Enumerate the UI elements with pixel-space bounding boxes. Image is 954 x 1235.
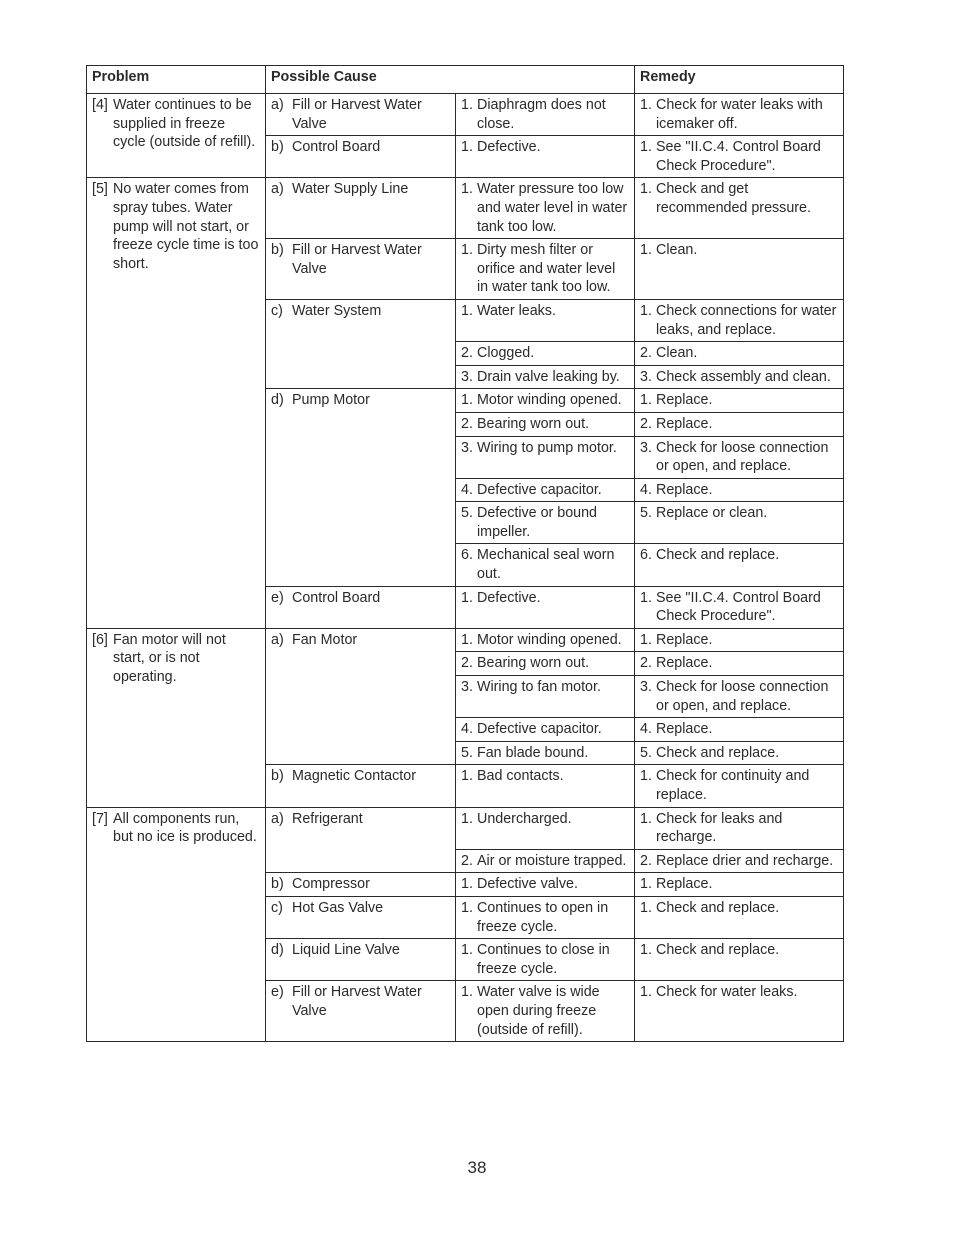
detail-text: Wiring to fan motor.: [477, 679, 601, 696]
detail-text: Defective or bound impeller.: [477, 505, 598, 540]
remedy-text: Clean.: [656, 242, 698, 259]
remedy-number: 1.: [640, 302, 652, 319]
remedy-number: 1.: [640, 942, 652, 959]
remedy: [640, 241, 838, 260]
detail-cell: [456, 741, 635, 765]
remedy-text: Replace or clean.: [656, 505, 768, 522]
remedy: [640, 180, 838, 217]
table-body: [87, 94, 844, 1042]
remedy: [640, 415, 838, 434]
cause-cell: [266, 299, 456, 388]
detail: [461, 767, 629, 786]
problem: [92, 631, 260, 687]
detail-number: 1.: [461, 768, 473, 785]
detail-number: 6.: [461, 547, 473, 564]
detail-text: Bad contacts.: [477, 768, 564, 785]
remedy-number: 1.: [640, 139, 652, 156]
detail: [461, 654, 629, 673]
header-problem: Problem: [87, 66, 266, 94]
remedy-number: 1.: [640, 589, 652, 606]
detail: [461, 744, 629, 763]
detail-number: 2.: [461, 345, 473, 362]
cause-number: c): [271, 302, 283, 319]
cause: [271, 875, 450, 894]
cause: [271, 138, 450, 157]
remedy-cell: [635, 873, 844, 897]
remedy-number: 1.: [640, 768, 652, 785]
cause-number: d): [271, 942, 284, 959]
cause-number: e): [271, 984, 284, 1001]
remedy-cell: [635, 389, 844, 413]
header-remedy: Remedy: [635, 66, 844, 94]
remedy-number: 6.: [640, 547, 652, 564]
detail-text: Continues to close in freeze cycle.: [477, 942, 610, 977]
detail-number: 2.: [461, 655, 473, 672]
detail: [461, 344, 629, 363]
detail-text: Defective capacitor.: [477, 721, 602, 738]
remedy: [640, 720, 838, 739]
remedy-cell: [635, 981, 844, 1042]
remedy-number: 1.: [640, 899, 652, 916]
cause: [271, 810, 450, 829]
remedy-cell: [635, 412, 844, 436]
cause-number: d): [271, 392, 284, 409]
remedy-cell: [635, 849, 844, 873]
remedy-number: 1.: [640, 181, 652, 198]
cause-text: Pump Motor: [292, 392, 370, 409]
detail-number: 1.: [461, 631, 473, 648]
page-number: 38: [467, 1158, 487, 1177]
remedy-cell: [635, 299, 844, 341]
detail-number: 5.: [461, 744, 473, 761]
problem-number: [6]: [92, 631, 108, 648]
cause: [271, 302, 450, 321]
detail: [461, 810, 629, 829]
remedy-number: 5.: [640, 505, 652, 522]
detail: [461, 941, 629, 978]
problem-number: [4]: [92, 97, 108, 113]
cause-text: Water System: [292, 302, 382, 319]
cause-number: b): [271, 139, 284, 156]
header-cause-blank: [456, 66, 635, 94]
detail: [461, 96, 629, 133]
remedy-text: Replace.: [656, 481, 713, 498]
detail-number: 1.: [461, 392, 473, 409]
detail-text: Air or moisture trapped.: [477, 852, 627, 869]
detail-cell: [456, 478, 635, 502]
detail-cell: [456, 365, 635, 389]
remedy-cell: [635, 478, 844, 502]
remedy-cell: [635, 502, 844, 544]
detail-cell: [456, 873, 635, 897]
detail: [461, 180, 629, 236]
detail-number: 5.: [461, 505, 473, 522]
remedy-cell: [635, 741, 844, 765]
remedy-text: Replace.: [656, 392, 713, 409]
remedy-number: 3.: [640, 679, 652, 696]
remedy-text: Replace.: [656, 876, 713, 893]
table-header-row: [87, 66, 844, 94]
detail-text: Motor winding opened.: [477, 392, 622, 409]
remedy-text: Check and replace.: [656, 744, 780, 761]
cause-text: Fan Motor: [292, 631, 358, 648]
remedy: [640, 589, 838, 626]
cause-cell: [266, 94, 456, 136]
detail-text: Bearing worn out.: [477, 415, 590, 432]
cause-number: b): [271, 242, 284, 259]
detail-number: 1.: [461, 899, 473, 916]
detail-number: 2.: [461, 852, 473, 869]
problem: [92, 810, 260, 847]
problem-text: Fan motor will not start, or is not operating.: [113, 631, 226, 686]
remedy: [640, 481, 838, 500]
detail-number: 1.: [461, 139, 473, 156]
cause-cell: [266, 586, 456, 628]
remedy-text: Check connections for water leaks, and replace.: [656, 302, 837, 338]
detail-cell: [456, 765, 635, 807]
problem-number: [5]: [92, 181, 108, 198]
remedy: [640, 852, 838, 871]
remedy-number: 5.: [640, 744, 652, 761]
cause: [271, 241, 450, 278]
remedy-text: Replace.: [656, 631, 713, 648]
cause-number: a): [271, 97, 284, 113]
detail: [461, 241, 629, 297]
remedy-number: 1.: [640, 242, 652, 259]
detail: [461, 678, 629, 697]
remedy-number: 1.: [640, 876, 652, 893]
detail-text: Drain valve leaking by.: [477, 368, 620, 385]
remedy: [640, 391, 838, 410]
cause-cell: [266, 939, 456, 981]
table-row: [87, 807, 844, 849]
cause-number: a): [271, 181, 284, 198]
cause: [271, 589, 450, 608]
remedy: [640, 368, 838, 387]
remedy-number: 3.: [640, 368, 652, 385]
cause: [271, 631, 450, 650]
remedy: [640, 631, 838, 650]
cause-text: Magnetic Contactor: [292, 768, 416, 785]
detail-text: Defective.: [477, 139, 541, 156]
cause-cell: [266, 873, 456, 897]
detail-cell: [456, 807, 635, 849]
remedy: [640, 439, 838, 476]
remedy-number: 1.: [640, 392, 652, 409]
remedy-cell: [635, 436, 844, 478]
remedy-text: Replace.: [656, 415, 713, 432]
remedy: [640, 875, 838, 894]
cause: [271, 96, 450, 133]
detail: [461, 481, 629, 500]
detail-number: 2.: [461, 415, 473, 432]
remedy: [640, 96, 838, 133]
remedy-text: Replace.: [656, 721, 713, 738]
cause-text: Water Supply Line: [292, 181, 409, 198]
remedy-number: 1.: [640, 810, 652, 827]
detail-cell: [456, 436, 635, 478]
problem: [92, 180, 260, 273]
remedy-text: Clean.: [656, 345, 698, 362]
detail-number: 1.: [461, 876, 473, 893]
remedy-cell: [635, 544, 844, 586]
detail-cell: [456, 389, 635, 413]
remedy-text: Check for leaks and recharge.: [656, 810, 783, 846]
remedy: [640, 983, 838, 1002]
detail: [461, 391, 629, 410]
detail-text: Wiring to pump motor.: [477, 439, 617, 456]
detail-text: Continues to open in freeze cycle.: [477, 899, 609, 935]
remedy-text: Check for loose connection or open, and replace.: [656, 439, 829, 475]
remedy: [640, 546, 838, 565]
detail: [461, 631, 629, 650]
detail: [461, 589, 629, 608]
detail-cell: [456, 676, 635, 718]
detail-number: 3.: [461, 439, 473, 456]
detail-cell: [456, 939, 635, 981]
detail-text: Water valve is wide open during freeze (outside of refill).: [477, 984, 600, 1038]
remedy-text: Check and get recommended pressure.: [656, 181, 811, 216]
cause-cell: [266, 807, 456, 873]
remedy: [640, 678, 838, 715]
detail-text: Defective.: [477, 589, 541, 606]
table-row: [87, 628, 844, 652]
cause-cell: [266, 389, 456, 586]
remedy: [640, 941, 838, 960]
remedy-cell: [635, 628, 844, 652]
problem-cell: [87, 807, 266, 1042]
remedy: [640, 654, 838, 673]
detail-number: 1.: [461, 181, 473, 198]
detail: [461, 504, 629, 541]
remedy-text: See "II.C.4. Control Board Check Procedure".: [656, 139, 821, 174]
remedy: [640, 138, 838, 175]
cause-cell: [266, 628, 456, 765]
cause-cell: [266, 136, 456, 178]
cause-text: Control Board: [292, 139, 381, 156]
detail-cell: [456, 628, 635, 652]
detail-cell: [456, 342, 635, 366]
remedy: [640, 899, 838, 918]
remedy-text: Check for water leaks with icemaker off.: [656, 97, 823, 132]
cause: [271, 767, 450, 786]
detail: [461, 546, 629, 583]
detail: [461, 368, 629, 387]
detail-cell: [456, 544, 635, 586]
detail-cell: [456, 849, 635, 873]
cause: [271, 180, 450, 199]
remedy: [640, 504, 838, 523]
remedy-cell: [635, 652, 844, 676]
problem-text: All components run, but no ice is produced.: [113, 810, 257, 846]
remedy-text: See "II.C.4. Control Board Check Procedure".: [656, 589, 821, 625]
remedy-cell: [635, 136, 844, 178]
detail-cell: [456, 178, 635, 239]
remedy-cell: [635, 365, 844, 389]
remedy-cell: [635, 342, 844, 366]
detail: [461, 302, 629, 321]
detail-number: 1.: [461, 97, 473, 113]
detail-number: 3.: [461, 368, 473, 385]
table-row: [87, 178, 844, 239]
remedy-text: Replace drier and recharge.: [656, 852, 834, 869]
cause-number: e): [271, 589, 284, 606]
header-possible-cause: Possible Cause: [266, 66, 456, 94]
remedy-cell: [635, 765, 844, 807]
cause-cell: [266, 239, 456, 300]
detail-number: 1.: [461, 589, 473, 606]
cause-number: a): [271, 810, 284, 827]
cause-number: b): [271, 768, 284, 785]
remedy-number: 3.: [640, 439, 652, 456]
detail-cell: [456, 652, 635, 676]
detail-text: Mechanical seal worn out.: [477, 547, 615, 583]
remedy-cell: [635, 939, 844, 981]
detail: [461, 720, 629, 739]
cause: [271, 899, 450, 918]
detail-number: 4.: [461, 721, 473, 738]
remedy-number: 2.: [640, 345, 652, 362]
cause-text: Fill or Harvest Water Valve: [292, 984, 422, 1019]
detail-number: 1.: [461, 984, 473, 1001]
cause-cell: [266, 896, 456, 938]
remedy-cell: [635, 807, 844, 849]
detail-text: Undercharged.: [477, 810, 572, 827]
problem-number: [7]: [92, 810, 108, 827]
remedy-text: Check for water leaks.: [656, 984, 798, 1001]
remedy-cell: [635, 586, 844, 628]
detail: [461, 983, 629, 1039]
remedy-text: Check assembly and clean.: [656, 368, 831, 385]
detail-cell: [456, 718, 635, 742]
cause-text: Fill or Harvest Water Valve: [292, 242, 422, 277]
remedy-text: Check for loose connection or open, and replace.: [656, 679, 829, 714]
detail: [461, 415, 629, 434]
remedy-cell: [635, 94, 844, 136]
detail-text: Defective valve.: [477, 876, 578, 893]
remedy: [640, 744, 838, 763]
remedy: [640, 767, 838, 804]
problem: [92, 96, 260, 152]
table-row: [87, 94, 844, 136]
detail-text: Diaphragm does not close.: [477, 97, 606, 132]
remedy: [640, 810, 838, 847]
cause: [271, 391, 450, 410]
remedy-text: Check for continuity and replace.: [656, 768, 810, 803]
cause: [271, 941, 450, 960]
detail-text: Clogged.: [477, 345, 535, 362]
detail-number: 1.: [461, 810, 473, 827]
detail-number: 1.: [461, 942, 473, 959]
detail-cell: [456, 299, 635, 341]
cause-cell: [266, 981, 456, 1042]
remedy-cell: [635, 896, 844, 938]
detail-text: Defective capacitor.: [477, 481, 602, 498]
detail-cell: [456, 94, 635, 136]
detail-cell: [456, 412, 635, 436]
remedy-number: 2.: [640, 415, 652, 432]
detail-cell: [456, 502, 635, 544]
detail: [461, 439, 629, 458]
detail-number: 1.: [461, 302, 473, 319]
detail-text: Motor winding opened.: [477, 631, 622, 648]
troubleshooting-table: [86, 65, 844, 1042]
cause-text: Control Board: [292, 589, 381, 606]
cause-number: c): [271, 899, 283, 916]
problem-text: No water comes from spray tubes. Water pump will not start, or freeze cycle time is too short.: [113, 181, 259, 272]
detail-text: Dirty mesh filter or orifice and water level in water tank too low.: [477, 242, 616, 296]
detail-number: 4.: [461, 481, 473, 498]
problem-text: Water continues to be supplied in freeze cycle (outside of refill).: [113, 97, 256, 151]
remedy-number: 2.: [640, 655, 652, 672]
remedy-number: 1.: [640, 97, 652, 113]
detail-cell: [456, 586, 635, 628]
cause-number: b): [271, 876, 284, 893]
remedy-text: Check and replace.: [656, 899, 780, 916]
remedy-cell: [635, 718, 844, 742]
detail-cell: [456, 136, 635, 178]
detail-text: Water leaks.: [477, 302, 556, 319]
remedy: [640, 302, 838, 339]
remedy-number: 1.: [640, 984, 652, 1001]
cause-text: Liquid Line Valve: [292, 942, 400, 959]
remedy-number: 4.: [640, 721, 652, 738]
remedy: [640, 344, 838, 363]
detail-text: Water pressure too low and water level in water tank too low.: [477, 181, 628, 235]
cause: [271, 983, 450, 1020]
cause-text: Refrigerant: [292, 810, 363, 827]
problem-cell: [87, 178, 266, 628]
detail-text: Bearing worn out.: [477, 655, 590, 672]
problem-cell: [87, 94, 266, 178]
detail: [461, 138, 629, 157]
cause-text: Hot Gas Valve: [292, 899, 384, 916]
cause-text: Compressor: [292, 876, 370, 893]
remedy-number: 1.: [640, 631, 652, 648]
detail-cell: [456, 896, 635, 938]
remedy-cell: [635, 239, 844, 300]
detail: [461, 875, 629, 894]
detail-cell: [456, 981, 635, 1042]
detail: [461, 899, 629, 936]
detail: [461, 852, 629, 871]
remedy-number: 4.: [640, 481, 652, 498]
cause-number: a): [271, 631, 284, 648]
remedy-cell: [635, 178, 844, 239]
cause-text: Fill or Harvest Water Valve: [292, 97, 422, 132]
remedy-cell: [635, 676, 844, 718]
problem-cell: [87, 628, 266, 807]
remedy-text: Check and replace.: [656, 547, 780, 564]
remedy-number: 2.: [640, 852, 652, 869]
cause-cell: [266, 765, 456, 807]
detail-cell: [456, 239, 635, 300]
detail-number: 3.: [461, 679, 473, 696]
detail-number: 1.: [461, 242, 473, 259]
remedy-text: Check and replace.: [656, 942, 780, 959]
detail-text: Fan blade bound.: [477, 744, 589, 761]
remedy-text: Replace.: [656, 655, 713, 672]
cause-cell: [266, 178, 456, 239]
